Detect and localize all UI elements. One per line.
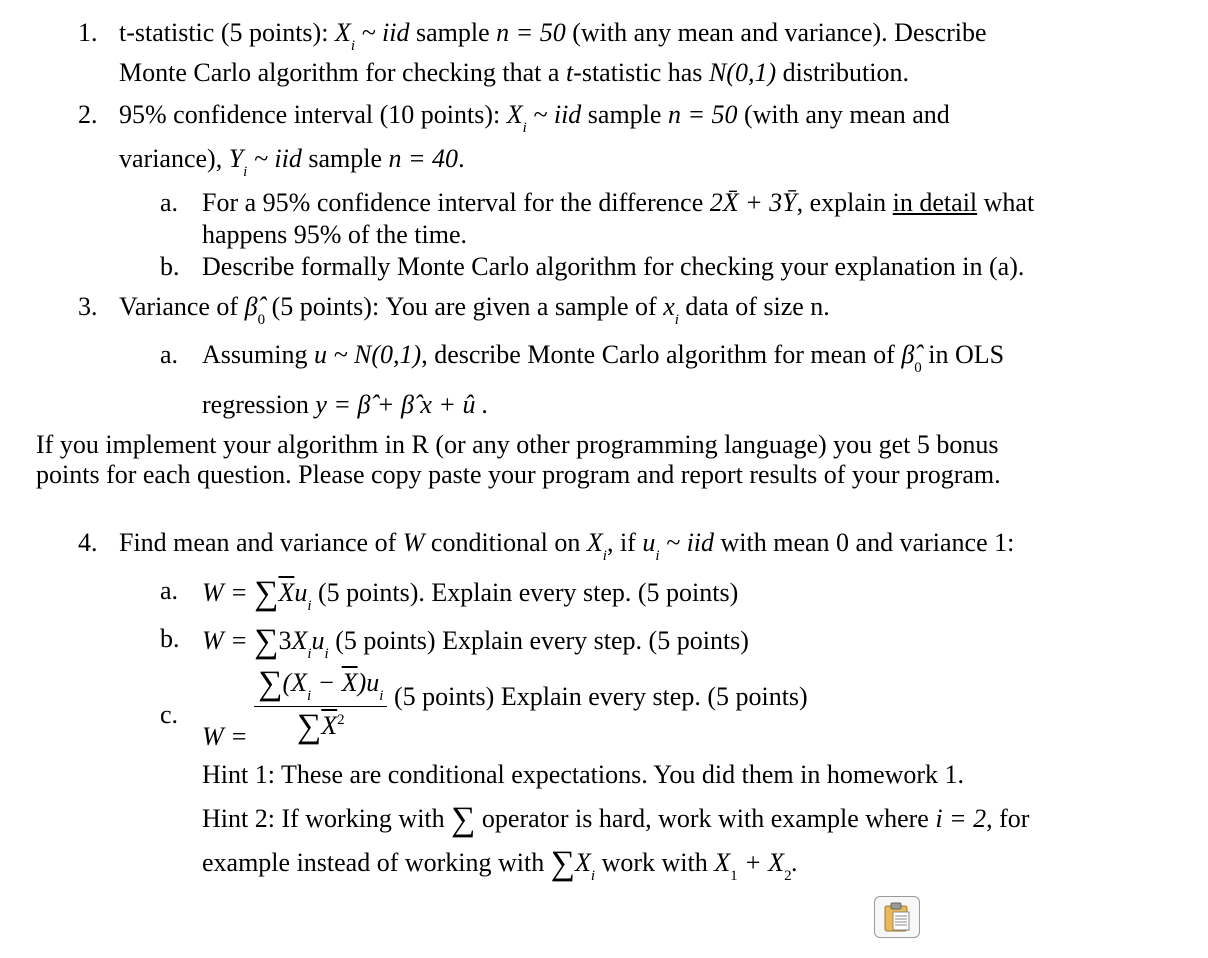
- q1-line2-text: Monte Carlo algorithm for checking that a: [119, 58, 560, 87]
- q3a-beta0: $\betâ_0$: [901, 340, 922, 376]
- q4c-label: c.: [160, 700, 179, 729]
- q2-xi: $X_i$: [506, 100, 527, 136]
- q4b-formula: $W = \sum 3X_iu_i$: [202, 623, 329, 662]
- q2a-label: a.: [160, 188, 179, 217]
- q1-line2b: -statistic has: [573, 58, 703, 87]
- q1-body2: (with any mean and variance). Describe: [572, 18, 987, 47]
- q2-n: n = 50: [667, 100, 738, 129]
- paste-options-button[interactable]: [874, 896, 920, 938]
- q3-beta0: $\betâ_0$: [244, 292, 266, 328]
- q4c-text: (5 points) Explain every step. (5 points): [393, 682, 808, 712]
- bonus-line2: points for each question. Please copy paste your program and report results of your program.: [36, 460, 1001, 489]
- q3a-ui-normal: u ~ N(0,1): [313, 340, 422, 369]
- q4-hint2-i2: i = 2: [935, 804, 987, 833]
- q4b-line: [202, 624, 749, 660]
- q3-title2: (5 points): You are given a sample of: [271, 292, 657, 321]
- q4-hint3b: work with: [601, 848, 708, 877]
- q3a-text2: , describe Monte Carlo algorithm for mean of: [421, 340, 895, 369]
- q1-xi: $X_i$: [334, 18, 355, 54]
- q2-yi: $Y_i$: [228, 144, 248, 180]
- q4a-text: (5 points). Explain every step. (5 points): [318, 578, 739, 607]
- q2-line2: variance), $Y_i$ ~ iid sample n = 40.: [119, 144, 465, 180]
- q4b-text: (5 points) Explain every step. (5 points): [335, 626, 749, 655]
- q1-number: 1.: [78, 18, 98, 47]
- q2a-underline: in detail: [892, 188, 978, 217]
- q4-hint2-sum: ∑: [451, 801, 476, 838]
- q4-hint3-x1x2: $X_1 + X_2$.: [714, 848, 799, 884]
- q2-n40: n = 40: [388, 144, 459, 173]
- q4-text2: conditional on: [430, 528, 581, 557]
- q2a-text3: what: [983, 188, 1035, 217]
- q3-title: Variance of: [119, 292, 239, 321]
- q1-title: t-statistic (5 points):: [119, 18, 329, 47]
- q4c-line: [202, 665, 808, 752]
- q2-sample2: sample: [308, 144, 383, 173]
- q4a-line: [202, 576, 738, 612]
- q2-line1: [119, 100, 950, 134]
- q4-text4: with mean 0 and variance 1:: [720, 528, 1015, 557]
- q1-normal: N(0,1): [708, 58, 777, 87]
- q4-number: 4.: [78, 528, 98, 557]
- q3a-label: a.: [160, 340, 179, 369]
- q4-hint1: Hint 1: These are conditional expectations. You did them in homework 1.: [202, 760, 965, 789]
- q2a-text1: For a 95% confidence interval for the difference: [202, 188, 704, 217]
- q4-hint3a: example instead of working with: [202, 848, 545, 877]
- q3-number: 3.: [78, 292, 98, 321]
- q2-variance: variance),: [119, 144, 223, 173]
- clipboard-icon: [882, 901, 912, 933]
- q2b-label: b.: [160, 252, 180, 281]
- q2-number: 2.: [78, 100, 98, 129]
- q4c-w: W =: [202, 722, 248, 752]
- q3-line1: [119, 292, 830, 326]
- q4-hint2c: , for: [986, 804, 1030, 833]
- q1-sample: sample: [416, 18, 490, 47]
- q2a-line1: [202, 188, 1034, 218]
- q4-text3: , if: [606, 528, 636, 557]
- q4c-denominator: $\sum\overline{X}^2$: [297, 708, 345, 745]
- q4-line1: [119, 528, 1014, 562]
- q1-line1: [119, 18, 987, 52]
- q4b-label: b.: [160, 624, 180, 653]
- q4-hint2: [202, 801, 1030, 838]
- q4c-fraction: [254, 666, 387, 745]
- q2-iid: ~ iid: [533, 100, 582, 129]
- q4-text1: Find mean and variance of: [119, 528, 397, 557]
- q1-iid: ~ iid: [361, 18, 410, 47]
- q2-sample: sample: [587, 100, 662, 129]
- q2-body2: (with any mean and: [744, 100, 950, 129]
- q2b-text: Describe formally Monte Carlo algorithm for checking your explanation in (a).: [202, 252, 1025, 281]
- q1-n: n = 50: [496, 18, 566, 47]
- q1-line2c: distribution.: [782, 58, 910, 87]
- q2a-expr: 2X̄ + 3Ȳ: [709, 188, 797, 217]
- q3a-line1: [202, 340, 1004, 374]
- q3a-equation: y = β̂ + β̂ x + û .: [315, 390, 489, 419]
- q2-iid2: ~ iid: [253, 144, 302, 173]
- q3a-text1: Assuming: [202, 340, 308, 369]
- q2a-text2: , explain: [796, 188, 887, 217]
- q4a-formula: $W = \sum\overline{X}u_i$: [202, 575, 312, 614]
- q3a-line2: [202, 390, 488, 420]
- bonus-line1: If you implement your algorithm in R (or any other programming language) you get 5 bonus: [36, 430, 999, 459]
- q4c-numerator: $\sum(X_i - \overline{X})u_i$: [254, 666, 387, 707]
- q4a-label: a.: [160, 576, 179, 605]
- q4-hint2b: operator is hard, work with example where: [481, 804, 929, 833]
- q1-t: t: [565, 58, 574, 87]
- q3a-regression: regression: [202, 390, 309, 419]
- q2-title: 95% confidence interval (10 points):: [119, 100, 501, 129]
- q1-line2: [119, 58, 909, 88]
- q4-hint3-sum: $\sum X_i$: [550, 845, 596, 884]
- q3a-text3: in OLS: [928, 340, 1005, 369]
- q3-title3: data of size n.: [685, 292, 830, 321]
- q3-xi: $x_i$: [663, 292, 679, 328]
- q4-hint3: [202, 846, 798, 882]
- q2a-line2: happens 95% of the time.: [202, 220, 467, 249]
- q4-xi: $X_i$: [586, 528, 607, 564]
- q4-hint2a: Hint 2: If working with: [202, 804, 445, 833]
- q4-w: W: [402, 528, 425, 557]
- q4-ui: $u_i$ ~ iid: [642, 528, 715, 564]
